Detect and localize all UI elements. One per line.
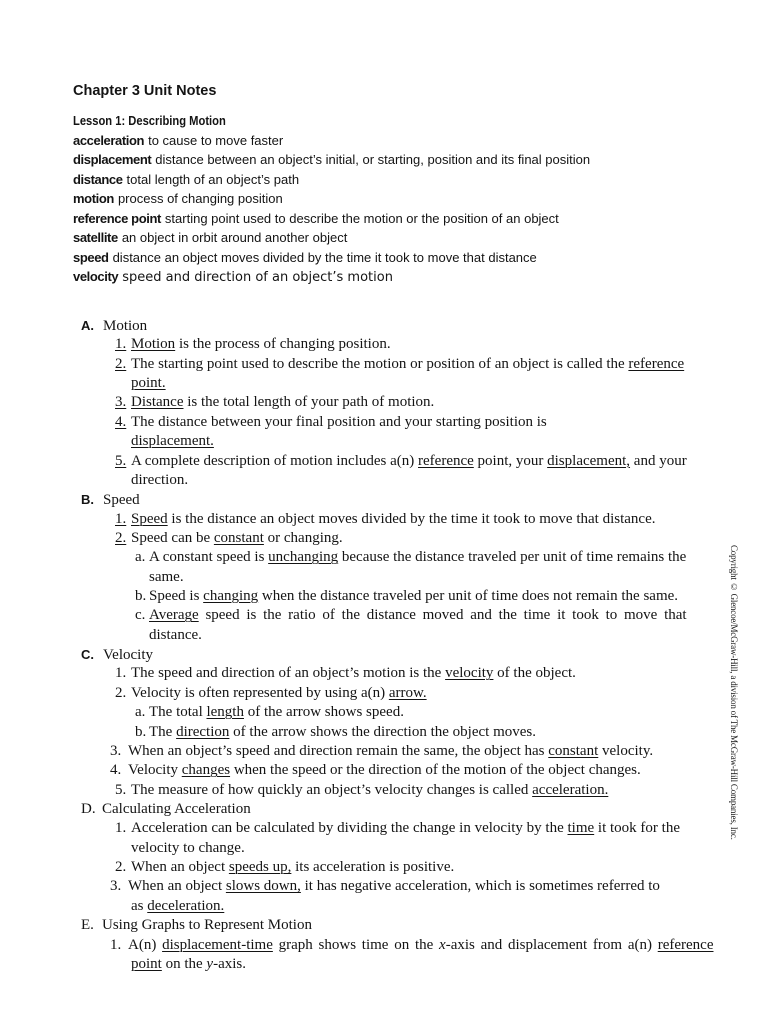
item-marker: 2. [115,355,127,372]
sub-item [0,548,768,567]
underlined-term: direction [176,723,230,740]
item-text: The starting point used to describe the motion or position of an object is called the [131,355,629,372]
item-text: point, your [473,452,548,469]
underlined-term: displacement, [547,452,631,469]
notes-outline [0,316,768,974]
underlined-term: constant [548,742,599,759]
item-text: A constant speed is [149,549,269,566]
list-item [0,413,768,432]
section-heading: Using Graphs to Represent Motion [102,917,312,934]
section-letter: C. [81,647,94,663]
item-marker: 1. [115,820,127,837]
item-text: it took for the [594,820,680,837]
section-letter: E. [81,917,94,934]
item-marker: 3. [110,742,122,759]
vocab-entry [73,209,590,228]
vocabulary-list [73,131,590,286]
vocab-definition: to cause to move faster [148,133,284,148]
item-text: speed is the ratio of the distance moved and the time it took to move that [198,607,687,624]
section-letter: D. [81,800,96,817]
continuation-line [0,432,768,451]
vocab-term: motion [73,191,114,207]
item-text: The speed and direction of an object’s motion is the [131,665,446,682]
list-item [0,819,768,838]
vocab-definition: process of changing position [117,191,283,207]
underlined-term: deceleration. [147,897,225,914]
vocab-term: reference point [73,210,161,226]
section-heading-line [0,490,768,509]
continuation-line [0,839,768,858]
page-title: Chapter 3 Unit Notes [73,83,217,99]
vocab-definition: total length of an object’s path [126,171,300,187]
vocab-definition: starting point used to describe the motion or the position of an object [164,210,559,226]
item-marker: 1. [115,510,127,527]
underlined-term: time [567,820,595,837]
item-text: -axis. [213,955,247,972]
item-marker: c. [135,607,146,624]
item-text: as [131,897,148,914]
vocab-entry [73,248,590,267]
underlined-term: Distance [131,394,184,411]
item-marker: 2. [115,859,127,876]
vocab-term: distance [73,171,123,187]
item-marker: a. [135,549,146,566]
section-heading: Speed [103,492,140,509]
sub-item [0,703,768,722]
list-item [0,355,768,374]
list-item [0,858,768,877]
item-marker: b. [135,588,147,605]
underlined-term: Average [149,607,199,624]
item-text: velocity. [598,742,654,759]
item-text: is the process of changing position. [175,336,391,353]
item-text: when the distance traveled per unit of time does not remain the same. [258,588,679,605]
underlined-term: changes [181,762,231,779]
list-item [0,877,768,896]
underlined-term: displacement-time [162,936,273,953]
item-text: velocity to change. [131,839,245,856]
item-text: A(n) [128,936,163,953]
underlined-term: point. [131,375,166,392]
list-item [0,335,768,354]
list-item [0,684,768,703]
continuation-line [0,568,768,587]
section-heading-line [0,800,768,819]
underlined-term: speeds up, [228,859,292,876]
underlined-term: velocity [445,665,494,682]
underlined-term: point [131,955,162,972]
sub-item [0,606,768,625]
item-text: of the object. [493,665,576,682]
list-item [0,393,768,412]
item-text: The [149,723,177,740]
continuation-line [0,626,768,645]
vocab-entry [73,267,590,286]
item-text: When an object [131,859,229,876]
section-letter: A. [81,318,94,333]
item-text: direction. [131,471,189,488]
item-text: A complete description of motion includes a(n) [131,452,419,469]
vocab-entry [73,228,590,247]
item-text: or changing. [263,529,343,546]
underlined-term: acceleration. [532,781,609,798]
list-item [0,510,768,529]
item-text: -axis and displacement from a(n) [445,936,658,953]
item-marker: 2. [115,529,127,546]
continuation-line [0,897,768,916]
item-marker: a. [135,704,146,721]
item-marker: 3. [115,394,127,411]
sub-item [0,723,768,742]
underlined-term: Motion [131,336,176,353]
item-marker: 5. [115,781,127,798]
list-item [0,781,768,800]
underlined-term: unchanging [268,549,339,566]
vocab-entry [73,150,590,169]
continuation-line [0,471,768,490]
item-text: distance. [149,626,202,643]
item-text: because the distance traveled per unit of time remains the [338,549,687,566]
item-text: Acceleration can be calculated by dividing the change in velocity by the [131,820,568,837]
vocab-entry [73,131,590,150]
section-heading-line [0,316,768,335]
item-text: its acceleration is positive. [291,859,455,876]
section-letter: B. [81,492,94,508]
italic-variable: x [439,936,446,953]
vocab-term: velocity [73,268,119,284]
list-item [0,936,768,955]
item-text: When an object [128,878,226,895]
item-marker: 5. [115,452,127,469]
item-marker: b. [135,723,147,740]
item-text: Speed is [149,588,204,605]
item-text: when the speed or the direction of the motion of the object changes. [230,762,641,779]
underlined-term: length [206,704,244,721]
underlined-term: constant [213,529,264,546]
item-marker: 4. [110,762,122,779]
vocab-term: displacement [73,152,152,168]
lesson-heading: Lesson 1: Describing Motion [73,113,226,128]
underlined-term: reference [628,355,685,372]
item-text: same. [149,568,184,585]
list-item [0,529,768,548]
continuation-line [0,374,768,393]
section-heading: Velocity [103,647,153,664]
item-text: graph shows time on the [272,936,440,953]
item-marker: 1. [115,665,127,682]
item-marker: 1. [115,336,127,353]
underlined-term: arrow. [388,684,427,701]
item-text: When an object’s speed and direction remain the same, the object has [128,742,549,759]
item-text: Speed can be [131,529,214,546]
section-heading: Calculating Acceleration [102,800,251,817]
list-item [0,761,768,780]
copyright-notice: Copyright © Glencoe/McGraw-Hill, a division of The McGraw-Hill Companies, Inc. [729,545,739,840]
item-text: is the distance an object moves divided by the time it took to move that distance. [167,510,656,527]
italic-variable: y [206,955,214,972]
vocab-entry [73,170,590,189]
vocab-term: acceleration [73,133,145,148]
item-marker: 2. [115,684,127,701]
vocab-entry [73,189,590,208]
item-marker: 4. [115,413,127,430]
vocab-definition: speed and direction of an object’s motion [122,269,393,285]
item-text: of the arrow shows the direction the object moves. [229,723,536,740]
item-text: Velocity [128,762,182,779]
section-heading-line [0,916,768,935]
section-heading: Motion [103,318,148,334]
list-item [0,742,768,761]
underlined-term: Speed [131,510,168,527]
item-marker: 3. [110,878,122,895]
item-text: of the arrow shows speed. [243,704,404,721]
item-text: The distance between your final position and your starting position is [131,413,547,430]
item-marker: 1. [110,936,122,953]
item-text: it has negative acceleration, which is sometimes referred to [300,878,660,895]
item-text: and your [630,452,687,469]
underlined-term: reference [418,452,474,469]
underlined-term: slows down, [225,878,301,895]
underlined-term: reference [657,936,714,953]
item-text: The total [149,704,207,721]
section-heading-line [0,645,768,664]
underlined-term: displacement. [131,433,214,450]
underlined-term: changing [203,588,259,605]
vocab-definition: distance an object moves divided by the time it took to move that distance [112,249,537,265]
item-text: The measure of how quickly an object’s velocity changes is called [131,781,533,798]
vocab-term: satellite [73,230,118,246]
vocab-definition: an object in orbit around another object [121,230,348,246]
item-text: Velocity is often represented by using a(n) [131,684,389,701]
sub-item [0,587,768,606]
list-item [0,664,768,683]
vocab-term: speed [73,249,109,265]
continuation-line [0,955,768,974]
vocab-definition: distance between an object’s initial, or starting, position and its final position [155,152,591,168]
item-text: on the [161,955,207,972]
list-item [0,452,768,471]
item-text: is the total length of your path of motion. [183,394,435,411]
